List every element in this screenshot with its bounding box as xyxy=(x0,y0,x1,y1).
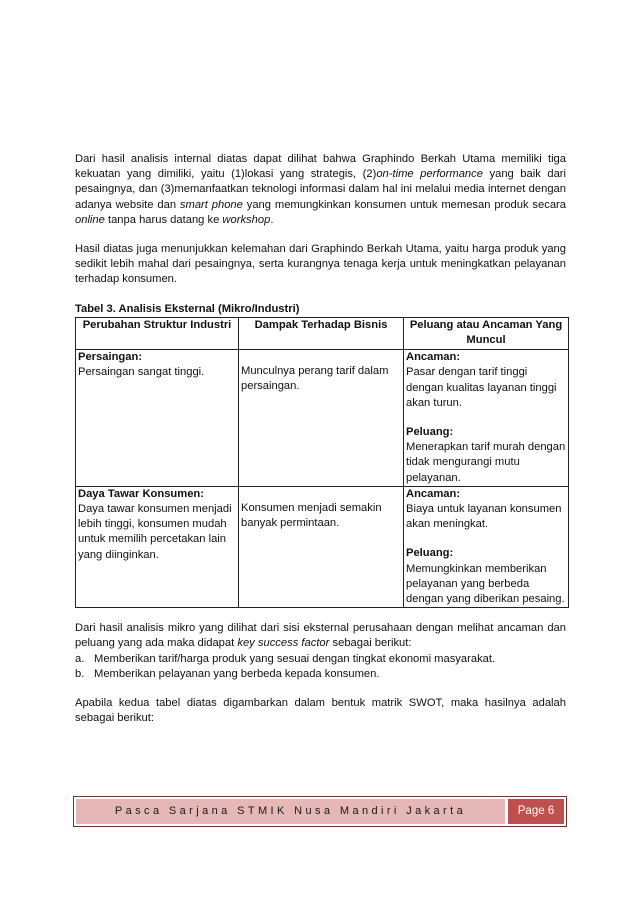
italic-term: online xyxy=(75,213,105,226)
paragraph-swot-intro: Apabila kedua tabel diatas digambarkan dalam bentuk matrik SWOT, maka hasilnya adalah sebagai berikut: xyxy=(75,697,566,725)
cell-structure xyxy=(76,350,239,487)
text-span: yang baik dari pesaingnya, dan (3)memanfaatkan teknologi informasi dalam hal ini melalui media internet dengan adanya website dan xyxy=(75,168,567,211)
cell-impact xyxy=(239,350,404,487)
table-title: Tabel 3. Analisis Eksternal (Mikro/Industri) xyxy=(75,302,300,315)
list-item xyxy=(75,667,566,682)
cell-structure xyxy=(76,486,239,607)
paragraph-micro-analysis xyxy=(75,621,566,651)
spacer xyxy=(241,350,401,364)
cell-text: Persaingan sangat tinggi. xyxy=(78,366,205,379)
opportunity-text: Menerapkan tarif murah dengan tidak mengurangi mutu pelayanan. xyxy=(406,441,566,484)
cell-text: Konsumen menjadi semakin banyak permintaan. xyxy=(241,501,382,530)
italic-term: key success factor xyxy=(237,637,330,650)
list-item xyxy=(75,652,566,667)
threat-text: Biaya untuk layanan konsumen akan meningkat. xyxy=(406,503,562,531)
threat-heading: Ancaman: xyxy=(406,487,461,500)
text-span: sebagai berikut: xyxy=(329,637,412,650)
list-text: Memberikan tarif/harga produk yang sesuai dengan tingkat ekonomi masyarakat. xyxy=(94,652,496,665)
cell-opportunity-threat xyxy=(404,486,569,607)
opportunity-text: Memungkinkan memberikan pelayanan yang berbeda dengan yang diberikan pesaing. xyxy=(406,562,565,606)
footer-institution: Pasca Sarjana STMIK Nusa Mandiri Jakarta xyxy=(76,799,505,824)
italic-term: on-time performance xyxy=(376,168,483,181)
text-span: Dari hasil analisis mikro yang dilihat dari sisi eksternal perusahaan dengan melihat ancaman dan peluang yang ada maka didapat xyxy=(75,622,566,650)
threat-text: Pasar dengan tarif tinggi dengan kualitas layanan tinggi akan turun. xyxy=(406,366,557,409)
table-row xyxy=(76,350,569,487)
key-success-factor-list xyxy=(75,652,566,682)
spacer xyxy=(241,487,401,501)
cell-heading: Daya Tawar Konsumen: xyxy=(78,487,204,500)
header-business-impact: Dampak Terhadap Bisnis xyxy=(239,317,404,349)
list-marker: a. xyxy=(75,652,85,665)
opportunity-heading: Peluang: xyxy=(406,426,454,439)
header-structure-change: Perubahan Struktur Industri xyxy=(76,317,239,349)
opportunity-heading: Peluang: xyxy=(406,547,454,560)
cell-text: Daya tawar konsumen menjadi lebih tinggi, konsumen mudah untuk memilih percetakan lain yang diinginkan. xyxy=(78,503,232,561)
list-marker: b. xyxy=(75,667,85,680)
cell-impact xyxy=(239,486,404,607)
text-span: . xyxy=(270,213,274,226)
table-row xyxy=(76,486,569,607)
table-header-row xyxy=(76,317,569,349)
page-footer xyxy=(73,796,567,827)
spacer xyxy=(406,411,566,425)
list-text: Memberikan pelayanan yang berbeda kepada konsumen. xyxy=(94,667,380,680)
paragraph-weakness: Hasil diatas juga menunjukkan kelemahan dari Graphindo Berkah Utama, yaitu harga produk yang sedikit lebih mahal dari pesaingnya, serta kurangnya tenaga kerja untuk meningkatkan pelayanan terhadap konsumen. xyxy=(75,243,566,286)
text-span: tanpa harus datang ke xyxy=(104,213,223,226)
text-span: Dari hasil analisis internal diatas dapat dilihat bahwa Graphindo Berkah Utama memiliki tiga kekuatan yang dimiliki, yaitu (1)lokasi yang strategis, (2) xyxy=(75,153,566,181)
cell-opportunity-threat xyxy=(404,350,569,487)
header-opportunity-threat: Peluang atau Ancaman Yang Muncul xyxy=(404,317,569,349)
external-analysis-table xyxy=(75,317,569,608)
italic-term: workshop xyxy=(222,213,271,226)
document-body xyxy=(75,152,566,741)
paragraph-internal-analysis xyxy=(75,152,566,228)
cell-heading: Persaingan: xyxy=(78,351,143,364)
threat-heading: Ancaman: xyxy=(406,351,461,364)
text-span: yang memungkinkan konsumen untuk memesan produk secara xyxy=(242,198,566,211)
spacer xyxy=(406,532,566,546)
cell-text: Munculnya perang tarif dalam persaingan. xyxy=(241,365,389,393)
footer-page-number: Page 6 xyxy=(508,799,564,824)
italic-term: smart phone xyxy=(179,198,243,211)
